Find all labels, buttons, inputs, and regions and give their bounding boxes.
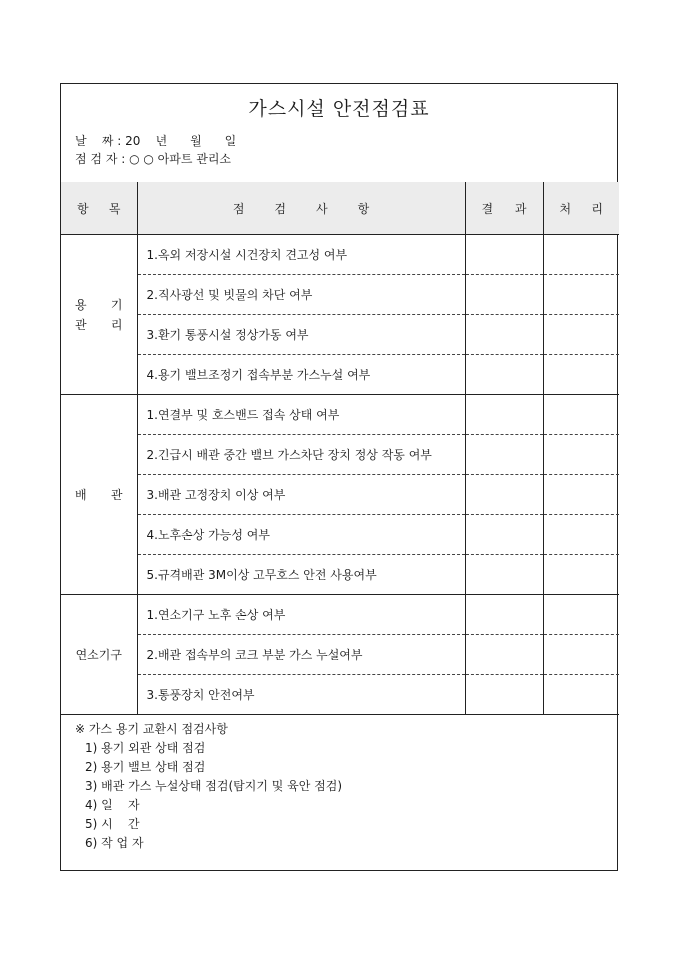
table-row [61,395,619,435]
check-item: 4.용기 밸브조정기 접속부분 가스누설 여부 [137,355,465,395]
category-combustion: 연소기구 [61,595,137,715]
table-row [61,515,619,555]
check-item: 2.직사광선 및 빗물의 차단 여부 [137,275,465,315]
table-row [61,595,619,635]
header-items: 점 검 사 항 [137,182,465,235]
action-cell[interactable] [543,235,619,275]
result-cell[interactable] [465,635,543,675]
action-cell[interactable] [543,435,619,475]
sheet-header [61,84,617,183]
table-row [61,475,619,515]
result-cell[interactable] [465,595,543,635]
action-cell[interactable] [543,275,619,315]
result-cell[interactable] [465,435,543,475]
action-cell[interactable] [543,555,619,595]
check-item: 4.노후손상 가능성 여부 [137,515,465,555]
inspector-line: 점 검 자 : ○ ○ 아파트 관리소 [75,152,232,166]
check-item: 2.긴급시 배관 중간 밸브 가스차단 장치 정상 작동 여부 [137,435,465,475]
check-item: 1.옥외 저장시설 시건장치 견고성 여부 [137,235,465,275]
table-row [61,355,619,395]
result-cell[interactable] [465,315,543,355]
result-cell[interactable] [465,675,543,715]
table-row [61,675,619,715]
action-cell[interactable] [543,595,619,635]
header-result: 결 과 [465,182,543,235]
inspection-sheet [60,83,618,871]
table-row [61,555,619,595]
table-row [61,315,619,355]
action-cell[interactable] [543,475,619,515]
note-item: 5) 시 간 [85,817,140,831]
notes-heading: ※ 가스 용기 교환시 점검사항 [75,722,228,736]
checklist-table [61,182,619,715]
table-header-row [61,182,619,235]
check-item: 1.연소기구 노후 손상 여부 [137,595,465,635]
check-item: 3.환기 통풍시설 정상가동 여부 [137,315,465,355]
table-row [61,635,619,675]
check-item: 2.배관 접속부의 코크 부분 가스 누설여부 [137,635,465,675]
check-item: 3.배관 고정장치 이상 여부 [137,475,465,515]
action-cell[interactable] [543,315,619,355]
result-cell[interactable] [465,475,543,515]
header-category: 항 목 [61,182,137,235]
action-cell[interactable] [543,515,619,555]
category-piping: 배 관 [61,395,137,595]
table-row [61,435,619,475]
header-action: 처 리 [543,182,619,235]
note-item: 1) 용기 외관 상태 점검 [85,741,206,755]
action-cell[interactable] [543,635,619,675]
note-item: 2) 용기 밸브 상태 점검 [85,760,206,774]
category-container-management: 용 기 관 리 [61,235,137,395]
check-item: 3.통풍장치 안전여부 [137,675,465,715]
page-title: 가스시설 안전점검표 [248,98,430,120]
action-cell[interactable] [543,675,619,715]
date-line: 날 짜 : 20 년 월 일 [75,134,237,148]
result-cell[interactable] [465,275,543,315]
table-row [61,275,619,315]
check-item: 1.연결부 및 호스밴드 접속 상태 여부 [137,395,465,435]
table-row [61,235,619,275]
exchange-notes [75,720,342,853]
note-item: 4) 일 자 [85,798,140,812]
action-cell[interactable] [543,395,619,435]
check-item: 5.규격배관 3M이상 고무호스 안전 사용여부 [137,555,465,595]
result-cell[interactable] [465,355,543,395]
action-cell[interactable] [543,355,619,395]
result-cell[interactable] [465,555,543,595]
result-cell[interactable] [465,515,543,555]
note-item: 3) 배관 가스 누설상태 점검(탐지기 및 육안 점검) [85,779,343,793]
result-cell[interactable] [465,235,543,275]
note-item: 6) 작 업 자 [85,836,144,850]
result-cell[interactable] [465,395,543,435]
